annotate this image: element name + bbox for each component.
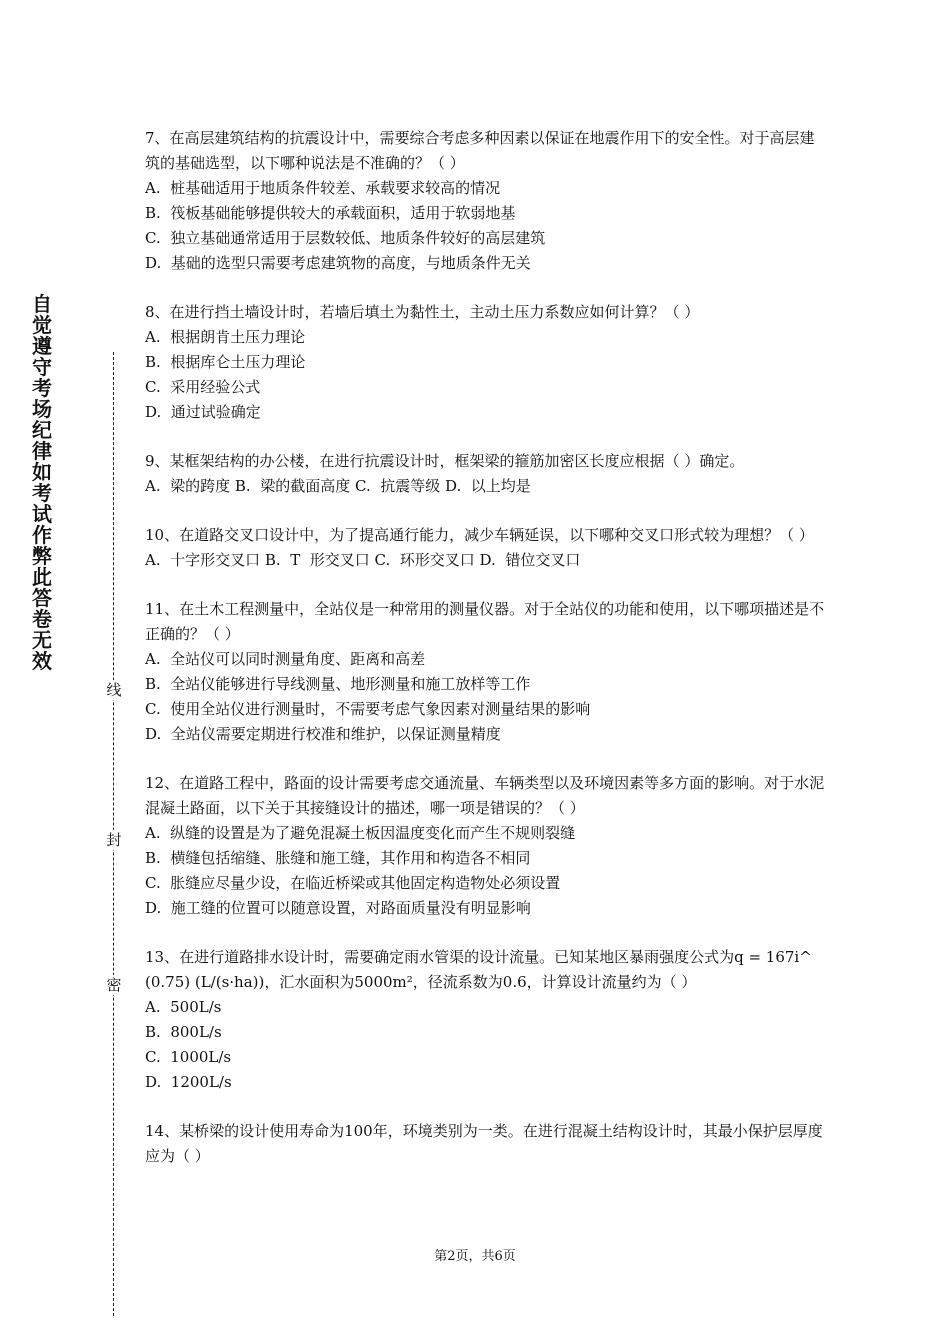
option-b: B. 筏板基础能够提供较大的承载面积，适用于软弱地基 <box>145 204 516 222</box>
option-a: A. 桩基础适用于地质条件较差、承载要求较高的情况 <box>145 179 501 197</box>
question-14 <box>145 1119 825 1169</box>
cut-label-seal: 封 <box>104 830 124 850</box>
option-b: B. 全站仪能够进行导线测量、地形测量和施工放样等工作 <box>145 675 531 693</box>
option-a: A. 500L/s <box>145 998 222 1016</box>
question-stem: 12、在道路工程中，路面的设计需要考虑交通流量、车辆类型以及环境因素等多方面的影响。对于水泥混凝土路面，以下关于其接缝设计的描述，哪一项是错误的？（ ） <box>145 774 825 817</box>
option-line: A. 梁的跨度 B. 梁的截面高度 C. 抗震等级 D. 以上均是 <box>145 477 531 495</box>
option-a: A. 全站仪可以同时测量角度、距离和高差 <box>145 650 426 668</box>
option-d: D. 基础的选型只需要考虑建筑物的高度，与地质条件无关 <box>145 254 531 272</box>
cut-label-secret: 密 <box>104 975 124 995</box>
question-7 <box>145 126 825 276</box>
question-stem: 11、在土木工程测量中，全站仪是一种常用的测量仪器。对于全站仪的功能和使用，以下哪项描述是不正确的？（ ） <box>145 600 825 643</box>
option-d: D. 全站仪需要定期进行校准和维护，以保证测量精度 <box>145 725 501 743</box>
page-footer <box>0 1245 950 1264</box>
question-stem: 9、某框架结构的办公楼，在进行抗震设计时，框架梁的箍筋加密区长度应根据（ ）确定。 <box>145 452 745 470</box>
option-c: C. 1000L/s <box>145 1048 232 1066</box>
option-d: D. 1200L/s <box>145 1073 232 1091</box>
cut-label-line: 线 <box>104 680 124 700</box>
question-13 <box>145 945 825 1095</box>
option-b: B. 800L/s <box>145 1023 222 1041</box>
option-b: B. 根据库仑土压力理论 <box>145 353 306 371</box>
option-a: A. 纵缝的设置是为了避免混凝土板因温度变化而产生不规则裂缝 <box>145 824 576 842</box>
option-c: C. 独立基础通常适用于层数较低、地质条件较好的高层建筑 <box>145 229 546 247</box>
question-stem: 13、在进行道路排水设计时，需要确定雨水管渠的设计流量。已知某地区暴雨强度公式为q = 167i^(0.75) (L/(s·ha))，汇水面积为5000m²，径流系数为0.6，计算设计流量约为（ ） <box>145 948 812 991</box>
question-stem: 10、在道路交叉口设计中，为了提高通行能力，减少车辆延误，以下哪种交叉口形式较为理想？（ ） <box>145 526 814 544</box>
option-c: C. 采用经验公式 <box>145 378 261 396</box>
question-8 <box>145 300 825 425</box>
question-9 <box>145 449 825 499</box>
exam-discipline-notice: 自觉遵守考场纪律如考试作弊此答卷无效 <box>32 292 52 673</box>
question-stem: 14、某桥梁的设计使用寿命为100年，环境类别为一类。在进行混凝土结构设计时，其最小保护层厚度应为（ ） <box>145 1122 823 1165</box>
question-12 <box>145 771 825 921</box>
question-list <box>145 126 825 1193</box>
option-b: B. 横缝包括缩缝、胀缝和施工缝，其作用和构造各不相同 <box>145 849 531 867</box>
option-c: C. 胀缝应尽量少设，在临近桥梁或其他固定构造物处必须设置 <box>145 874 561 892</box>
option-a: A. 根据朗肯土压力理论 <box>145 328 306 346</box>
page-number: 第2页，共6页 <box>434 1249 516 1264</box>
option-d: D. 通过试验确定 <box>145 403 261 421</box>
question-stem: 7、在高层建筑结构的抗震设计中，需要综合考虑多种因素以保证在地震作用下的安全性。对于高层建筑的基础选型，以下哪种说法是不准确的？（ ） <box>145 129 815 172</box>
question-11 <box>145 597 825 747</box>
question-10 <box>145 523 825 573</box>
question-stem: 8、在进行挡土墙设计时，若墙后填土为黏性土，主动土压力系数应如何计算？（ ） <box>145 303 700 321</box>
option-d: D. 施工缝的位置可以随意设置，对路面质量没有明显影响 <box>145 899 531 917</box>
option-c: C. 使用全站仪进行测量时，不需要考虑气象因素对测量结果的影响 <box>145 700 591 718</box>
option-line: A. 十字形交叉口 B. T 形交叉口 C. 环形交叉口 D. 错位交叉口 <box>145 551 581 569</box>
